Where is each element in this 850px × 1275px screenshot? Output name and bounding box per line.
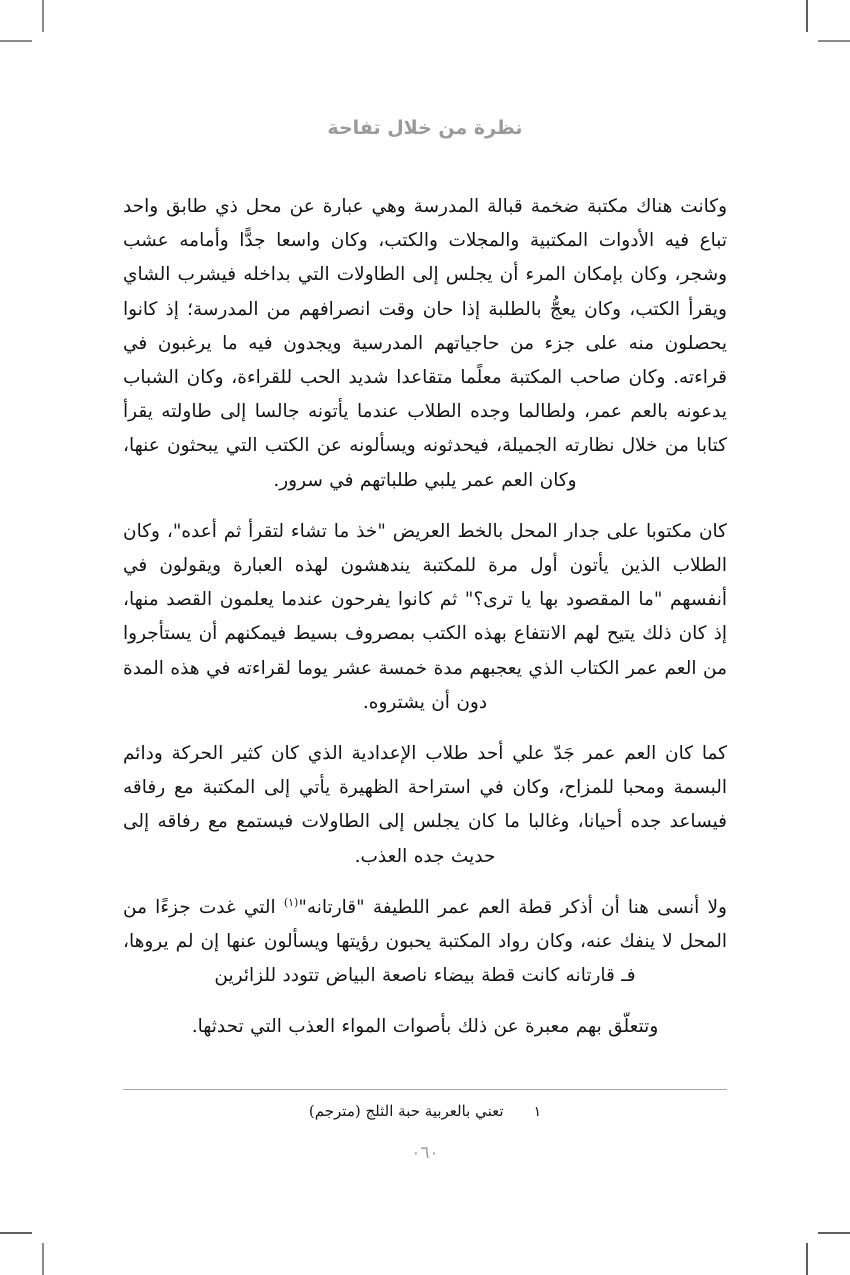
paragraph-text-before-reference: ولا أنسى هنا أن أذكر قطة العم عمر اللطيفة "قارتانه" (298, 896, 727, 918)
footnote-area (123, 1089, 727, 1123)
crop-mark-bottom-right-horizontal (818, 1232, 850, 1234)
crop-mark-top-right-horizontal (818, 40, 850, 42)
paragraph-with-footnote-ref (123, 891, 727, 994)
crop-mark-top-left-vertical (42, 0, 44, 32)
crop-mark-bottom-right-vertical (806, 1243, 808, 1275)
paragraph: كان مكتوبا على جدار المحل بالخط العريض "خذ ما تشاء لتقرأ ثم أعده"، وكان الطلاب الذين يأتون أول مرة للمكتبة يندهشون لهذه العبارة ويقولون في أنفسهم "ما المقصود بها يا ترى؟" ثم كانوا يفرحون عندما يعلمون القصد منها، إذ كان ذلك يتيح لهم الانتفاع بهذه الكتب بمصروف بسيط فيمكنهم أن يستأجروا من العم عمر الكتاب الذي يعجبهم مدة خمسة عشر يوما لقراءته في هذه المدة دون أن يشتروه. (123, 520, 727, 713)
footnote-reference-marker[interactable]: (١) (283, 895, 299, 909)
footnote-separator-rule (123, 1089, 727, 1090)
paragraph-text-after-reference: التي غدت جزءًا من المحل لا ينفك عنه، وكان رواد المكتبة يحبون رؤيتها ويسألون عنها إن لم يروها، فـ قارتانه كانت قطة بيضاء ناصعة البياض تتودد للزائرين (123, 896, 727, 987)
paragraph: وكانت هناك مكتبة ضخمة قبالة المدرسة وهي عبارة عن محل ذي طابق واحد تباع فيه الأدوات المكتبية والمجلات والكتب، وكان واسعا جدًّا وأمامه عشب وشجر، وكان بإمكان المرء أن يجلس إلى الطاولات التي بداخله فيشرب الشاي ويقرأ الكتب، وكان يعجُّ بالطلبة إذا حان وقت انصرافهم من المدرسة؛ إذ كانوا يحصلون منه على جزء من حاجياتهم المدرسية ويجدون فيه ما يرغبون في قراءته. وكان صاحب المكتبة معلًما متقاعدا شديد الحب للقراءة، وكان الشباب يدعونه بالعم عمر، ولطالما وجده الطلاب عندما يأتونه جالسا إلى طاولته يقرأ كتابا من خلال نظارته الجميلة، فيحدثونه ويسألونه عن الكتب التي يبحثون عنها، وكان العم عمر يلبي طلباتهم في سرور. (123, 196, 727, 491)
footnote-text: تعني بالعربية حبة الثلج (مترجم) (308, 1102, 504, 1120)
footnote-number: ١ (533, 1104, 542, 1120)
crop-mark-bottom-left-horizontal (0, 1232, 32, 1234)
crop-mark-top-right-vertical (806, 0, 808, 32)
crop-mark-top-left-horizontal (0, 40, 32, 42)
crop-mark-bottom-left-vertical (42, 1243, 44, 1275)
running-head: نظرة من خلال تفاحة (327, 117, 523, 139)
page-number: ٠٦٠ (411, 1143, 439, 1163)
footnote (123, 1099, 727, 1123)
paragraph: وتتعلّق بهم معبرة عن ذلك بأصوات المواء العذب التي تحدثها. (191, 1016, 659, 1038)
paragraph: كما كان العم عمر جَدّ علي أحد طلاب الإعدادية الذي كان كثير الحركة ودائم البسمة ومحبا للمزاح، وكان في استراحة الظهيرة يأتي إلى المكتبة مع رفاقه فيساعد جده أحيانا، وغالبا ما كان يجلس إلى الطاولات فيستمع مع رفاقه إلى حديث جده العذب. (123, 743, 727, 867)
body-text (123, 190, 727, 1045)
